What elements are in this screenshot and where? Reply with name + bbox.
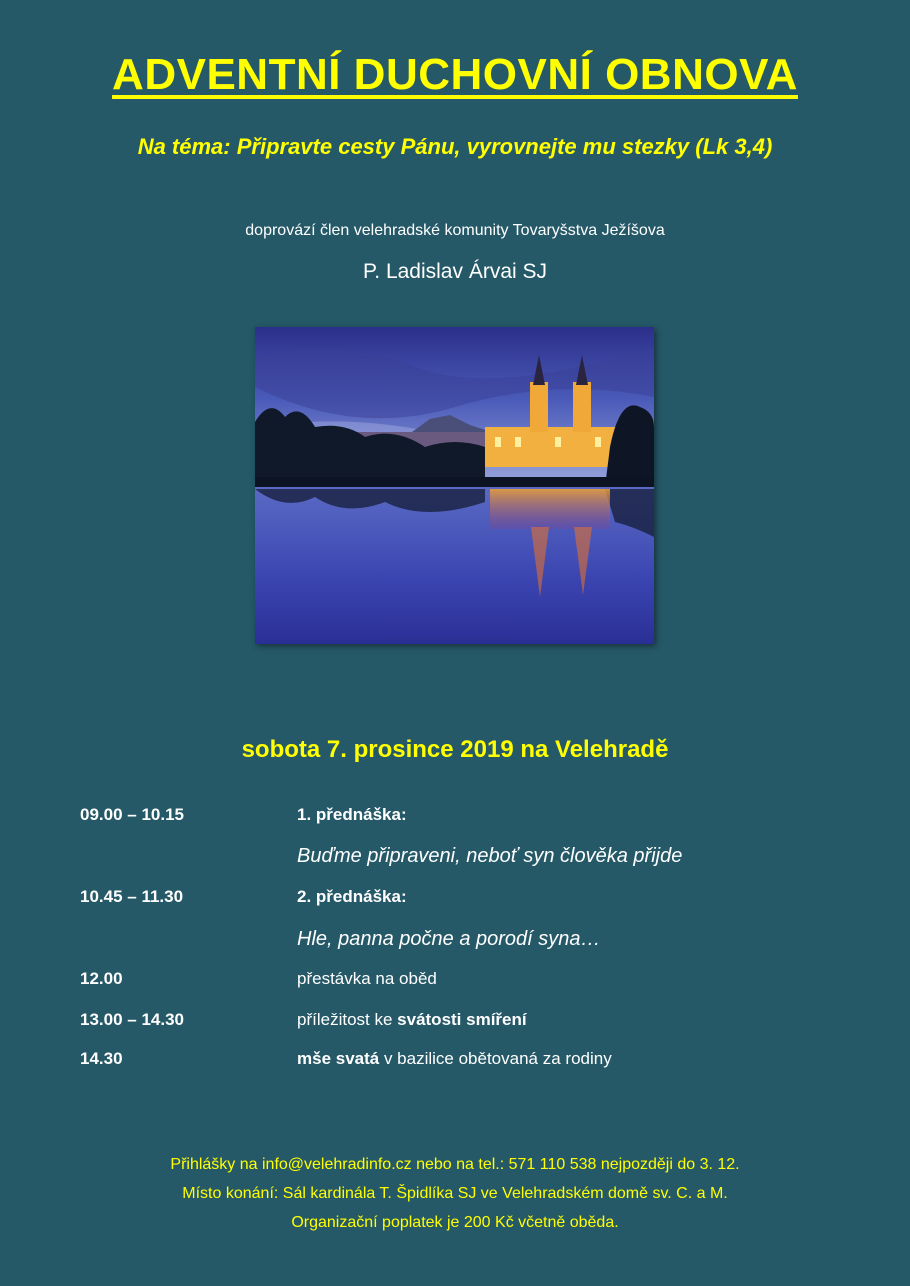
footer-registration: Přihlášky na info@velehradinfo.cz nebo na tel.: 571 110 538 nejpozději do 3. 12. <box>170 1156 740 1173</box>
accompany-line: doprovází člen velehradské komunity Tovaryšstva Ježíšova <box>245 222 665 239</box>
footer-fee: Organizační poplatek je 200 Kč včetně oběda. <box>291 1214 619 1231</box>
schedule-label: 2. přednáška: <box>297 887 407 906</box>
schedule-text: přestávka na oběd <box>297 969 437 988</box>
schedule-text-plain: příležitost ke <box>297 1010 398 1029</box>
schedule-label: 1. přednáška: <box>297 805 407 824</box>
basilica-photo <box>255 327 654 644</box>
schedule-text-bold: mše svatá <box>297 1049 380 1068</box>
schedule-text <box>297 1010 527 1030</box>
schedule-text-bold: svátosti smíření <box>397 1010 527 1029</box>
schedule-text-plain: v bazilice obětovaná za rodiny <box>379 1049 612 1068</box>
schedule-text <box>297 1049 612 1069</box>
schedule-time: 12.00 <box>80 969 123 988</box>
schedule-time: 13.00 – 14.30 <box>80 1010 184 1029</box>
schedule-time: 14.30 <box>80 1049 123 1068</box>
lecture-title: Hle, panna počne a porodí syna… <box>297 928 601 950</box>
speaker-name: P. Ladislav Árvai SJ <box>362 260 548 283</box>
page-title: ADVENTNÍ DUCHOVNÍ OBNOVA <box>112 50 798 99</box>
schedule-time: 09.00 – 10.15 <box>80 805 184 824</box>
schedule-time: 10.45 – 11.30 <box>80 887 184 906</box>
subtitle: Na téma: Připravte cesty Pánu, vyrovnejte mu stezky (Lk 3,4) <box>137 134 773 159</box>
event-date: sobota 7. prosince 2019 na Velehradě <box>241 736 669 763</box>
lecture-title: Buďme připraveni, neboť syn člověka přijde <box>297 845 683 867</box>
footer-venue: Místo konání: Sál kardinála T. Špidlíka SJ ve Velehradském domě sv. C. a M. <box>182 1185 728 1202</box>
